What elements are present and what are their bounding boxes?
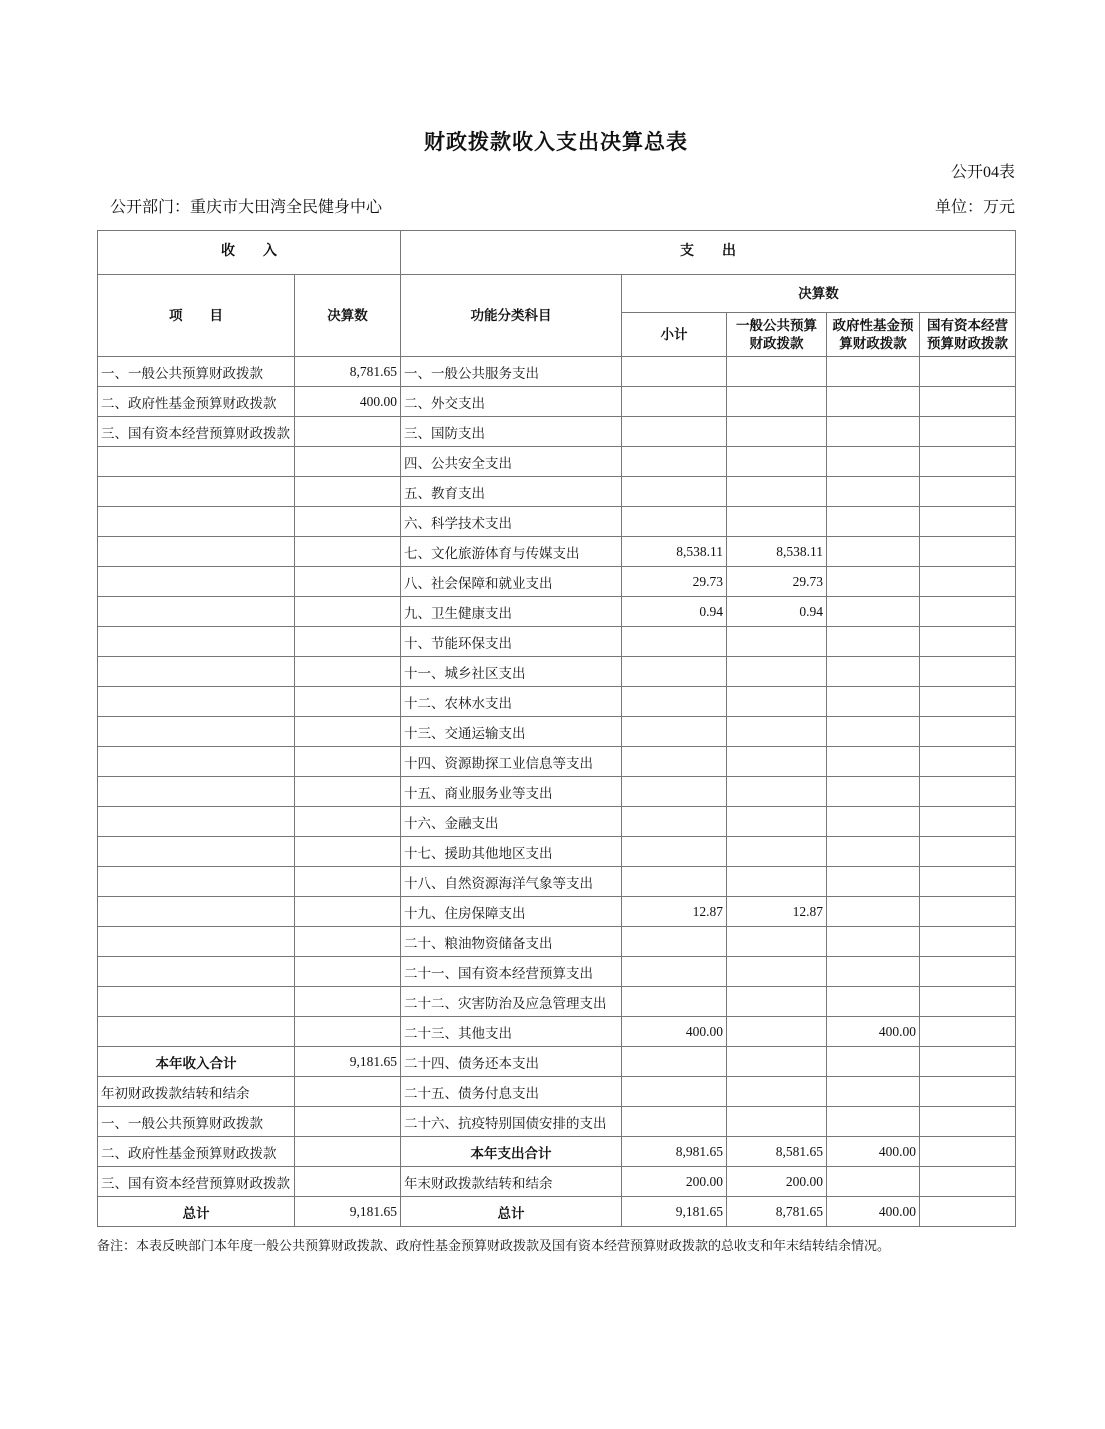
expense-gov-fund-cell (827, 1167, 920, 1197)
income-value-cell (295, 417, 401, 447)
table-row (98, 627, 1016, 657)
table-row (98, 1197, 1016, 1227)
expense-item-cell: 四、公共安全支出 (401, 447, 622, 477)
table-row (98, 567, 1016, 597)
expense-gov-fund-cell (827, 447, 920, 477)
expense-general-budget-cell (727, 627, 827, 657)
header-expense-section: 支 出 (401, 231, 1016, 275)
expense-state-capital-cell (920, 927, 1016, 957)
expense-general-budget-cell: 200.00 (727, 1167, 827, 1197)
expense-general-budget-cell (727, 927, 827, 957)
expense-state-capital-cell (920, 447, 1016, 477)
expense-state-capital-cell (920, 417, 1016, 447)
expense-subtotal-cell (622, 747, 727, 777)
expense-general-budget-cell: 8,538.11 (727, 537, 827, 567)
income-item-cell (98, 867, 295, 897)
expense-general-budget-cell (727, 747, 827, 777)
income-value-cell (295, 687, 401, 717)
table-row (98, 597, 1016, 627)
expense-item-cell: 二十三、其他支出 (401, 1017, 622, 1047)
expense-subtotal-cell (622, 507, 727, 537)
expense-item-cell: 一、一般公共服务支出 (401, 357, 622, 387)
income-value-cell (295, 957, 401, 987)
expense-general-budget-cell (727, 1017, 827, 1047)
income-item-cell: 一、一般公共预算财政拨款 (98, 357, 295, 387)
header-government-fund-budget: 政府性基金预算财政拨款 (827, 313, 920, 357)
expense-state-capital-cell (920, 567, 1016, 597)
expense-gov-fund-cell (827, 477, 920, 507)
unit-label: 单位：万元 (934, 199, 1015, 216)
income-item-cell: 三、国有资本经营预算财政拨款 (98, 1167, 295, 1197)
income-item-cell (98, 897, 295, 927)
expense-subtotal-cell (622, 447, 727, 477)
income-value-cell (295, 1167, 401, 1197)
table-row (98, 417, 1016, 447)
expense-gov-fund-cell (827, 867, 920, 897)
expense-gov-fund-cell (827, 1107, 920, 1137)
expense-general-budget-cell (727, 807, 827, 837)
expense-item-cell: 十五、商业服务业等支出 (401, 777, 622, 807)
table-row (98, 897, 1016, 927)
expense-gov-fund-cell (827, 777, 920, 807)
expense-state-capital-cell (920, 747, 1016, 777)
header-income-section: 收 入 (98, 231, 401, 275)
expense-subtotal-cell (622, 1077, 727, 1107)
expense-gov-fund-cell (827, 927, 920, 957)
expense-general-budget-cell: 8,581.65 (727, 1137, 827, 1167)
expense-item-cell: 二、外交支出 (401, 387, 622, 417)
expense-gov-fund-cell (827, 597, 920, 627)
expense-gov-fund-cell (827, 747, 920, 777)
income-value-cell: 9,181.65 (295, 1047, 401, 1077)
expense-state-capital-cell (920, 1077, 1016, 1107)
header-general-public-budget: 一般公共预算财政拨款 (727, 313, 827, 357)
expense-subtotal-cell (622, 477, 727, 507)
expense-subtotal-cell (622, 717, 727, 747)
table-row (98, 477, 1016, 507)
expense-gov-fund-cell (827, 507, 920, 537)
expense-gov-fund-cell: 400.00 (827, 1017, 920, 1047)
expense-general-budget-cell (727, 867, 827, 897)
income-item-cell (98, 837, 295, 867)
expense-item-cell: 十九、住房保障支出 (401, 897, 622, 927)
income-item-cell (98, 567, 295, 597)
expense-subtotal-cell (622, 807, 727, 837)
expense-item-cell: 七、文化旅游体育与传媒支出 (401, 537, 622, 567)
table-row (98, 507, 1016, 537)
table-header (98, 231, 1016, 357)
expense-gov-fund-cell (827, 837, 920, 867)
expense-gov-fund-cell (827, 687, 920, 717)
expense-gov-fund-cell (827, 807, 920, 837)
expense-item-cell: 三、国防支出 (401, 417, 622, 447)
income-item-cell: 年初财政拨款结转和结余 (98, 1077, 295, 1107)
expense-state-capital-cell (920, 657, 1016, 687)
expense-subtotal-cell (622, 657, 727, 687)
income-value-cell (295, 897, 401, 927)
expense-subtotal-cell: 12.87 (622, 897, 727, 927)
expense-gov-fund-cell (827, 657, 920, 687)
expense-gov-fund-cell: 400.00 (827, 1137, 920, 1167)
expense-item-cell: 十七、援助其他地区支出 (401, 837, 622, 867)
expense-gov-fund-cell (827, 537, 920, 567)
income-value-cell: 400.00 (295, 387, 401, 417)
income-value-cell (295, 837, 401, 867)
table-row (98, 687, 1016, 717)
expense-general-budget-cell: 0.94 (727, 597, 827, 627)
table-row (98, 1047, 1016, 1077)
expense-state-capital-cell (920, 717, 1016, 747)
expense-subtotal-cell: 29.73 (622, 567, 727, 597)
income-value-cell (295, 1077, 401, 1107)
expense-item-cell: 二十二、灾害防治及应急管理支出 (401, 987, 622, 1017)
expense-state-capital-cell (920, 1107, 1016, 1137)
expense-state-capital-cell (920, 477, 1016, 507)
expense-general-budget-cell (727, 477, 827, 507)
income-value-cell (295, 477, 401, 507)
expense-state-capital-cell (920, 597, 1016, 627)
expense-item-cell: 总计 (401, 1197, 622, 1227)
expense-state-capital-cell (920, 777, 1016, 807)
expense-general-budget-cell (727, 717, 827, 747)
table-row (98, 777, 1016, 807)
expense-item-cell: 五、教育支出 (401, 477, 622, 507)
income-value-cell (295, 447, 401, 477)
expense-gov-fund-cell: 400.00 (827, 1197, 920, 1227)
expense-state-capital-cell (920, 957, 1016, 987)
expense-general-budget-cell: 12.87 (727, 897, 827, 927)
income-value-cell (295, 747, 401, 777)
expense-state-capital-cell (920, 507, 1016, 537)
income-item-cell (98, 987, 295, 1017)
income-item-cell (98, 777, 295, 807)
expense-gov-fund-cell (827, 567, 920, 597)
table-row (98, 927, 1016, 957)
income-value-cell (295, 1107, 401, 1137)
table-row (98, 447, 1016, 477)
expense-item-cell: 十三、交通运输支出 (401, 717, 622, 747)
income-value-cell (295, 987, 401, 1017)
income-value-cell (295, 537, 401, 567)
expense-subtotal-cell (622, 417, 727, 447)
table-row (98, 657, 1016, 687)
income-value-cell (295, 1137, 401, 1167)
expense-gov-fund-cell (827, 357, 920, 387)
expense-subtotal-cell (622, 987, 727, 1017)
table-body (98, 357, 1016, 1227)
income-item-cell: 二、政府性基金预算财政拨款 (98, 387, 295, 417)
expense-general-budget-cell: 29.73 (727, 567, 827, 597)
expense-state-capital-cell (920, 837, 1016, 867)
table-row (98, 1137, 1016, 1167)
income-item-cell (98, 657, 295, 687)
income-value-cell (295, 717, 401, 747)
expense-item-cell: 九、卫生健康支出 (401, 597, 622, 627)
expense-general-budget-cell (727, 387, 827, 417)
header-subtotal: 小计 (622, 313, 727, 357)
header-item: 项 目 (98, 275, 295, 357)
expense-subtotal-cell (622, 927, 727, 957)
income-item-cell (98, 957, 295, 987)
income-item-cell: 一、一般公共预算财政拨款 (98, 1107, 295, 1137)
income-item-cell (98, 927, 295, 957)
expense-state-capital-cell (920, 897, 1016, 927)
expense-general-budget-cell (727, 1107, 827, 1137)
expense-subtotal-cell: 8,981.65 (622, 1137, 727, 1167)
expense-general-budget-cell (727, 1077, 827, 1107)
income-item-cell (98, 627, 295, 657)
expense-item-cell: 十四、资源勘探工业信息等支出 (401, 747, 622, 777)
expense-subtotal-cell: 0.94 (622, 597, 727, 627)
expense-item-cell: 二十五、债务付息支出 (401, 1077, 622, 1107)
expense-subtotal-cell (622, 357, 727, 387)
income-value-cell (295, 567, 401, 597)
income-item-cell: 本年收入合计 (98, 1047, 295, 1077)
income-value-cell (295, 657, 401, 687)
table-row (98, 807, 1016, 837)
income-value-cell (295, 597, 401, 627)
expense-state-capital-cell (920, 687, 1016, 717)
document-content (97, 0, 1015, 1254)
expense-item-cell: 本年支出合计 (401, 1137, 622, 1167)
income-item-cell: 三、国有资本经营预算财政拨款 (98, 417, 295, 447)
income-item-cell (98, 687, 295, 717)
expense-subtotal-cell (622, 957, 727, 987)
expense-state-capital-cell (920, 807, 1016, 837)
expense-subtotal-cell (622, 867, 727, 897)
expense-gov-fund-cell (827, 957, 920, 987)
meta-row (97, 198, 1015, 218)
table-row (98, 357, 1016, 387)
expense-item-cell: 十二、农林水支出 (401, 687, 622, 717)
table-row (98, 1017, 1016, 1047)
expense-state-capital-cell (920, 1137, 1016, 1167)
table-row (98, 1077, 1016, 1107)
table-row (98, 957, 1016, 987)
expense-item-cell: 二十四、债务还本支出 (401, 1047, 622, 1077)
expense-state-capital-cell (920, 537, 1016, 567)
income-value-cell (295, 867, 401, 897)
expense-general-budget-cell (727, 987, 827, 1017)
expense-state-capital-cell (920, 867, 1016, 897)
expense-general-budget-cell (727, 1047, 827, 1077)
income-value-cell: 8,781.65 (295, 357, 401, 387)
header-expense-final: 决算数 (622, 275, 1016, 313)
expense-subtotal-cell (622, 1047, 727, 1077)
expense-gov-fund-cell (827, 717, 920, 747)
expense-gov-fund-cell (827, 1077, 920, 1107)
income-item-cell (98, 1017, 295, 1047)
department-label: 公开部门：重庆市大田湾全民健身中心 (110, 199, 383, 216)
income-item-cell (98, 597, 295, 627)
table-row (98, 987, 1016, 1017)
expense-item-cell: 十六、金融支出 (401, 807, 622, 837)
expense-gov-fund-cell (827, 417, 920, 447)
income-value-cell: 9,181.65 (295, 1197, 401, 1227)
expense-gov-fund-cell (827, 897, 920, 927)
table-row (98, 867, 1016, 897)
expense-gov-fund-cell (827, 387, 920, 417)
expense-subtotal-cell: 9,181.65 (622, 1197, 727, 1227)
expense-subtotal-cell: 400.00 (622, 1017, 727, 1047)
table-row (98, 1107, 1016, 1137)
expense-item-cell: 二十、粮油物资储备支出 (401, 927, 622, 957)
expense-item-cell: 六、科学技术支出 (401, 507, 622, 537)
income-value-cell (295, 627, 401, 657)
page-title: 财政拨款收入支出决算总表 (424, 130, 688, 154)
expense-subtotal-cell (622, 627, 727, 657)
expense-general-budget-cell (727, 657, 827, 687)
income-item-cell: 二、政府性基金预算财政拨款 (98, 1137, 295, 1167)
expense-general-budget-cell (727, 837, 827, 867)
expense-general-budget-cell (727, 357, 827, 387)
table-row (98, 537, 1016, 567)
expense-state-capital-cell (920, 1197, 1016, 1227)
expense-state-capital-cell (920, 987, 1016, 1017)
header-functional-subject: 功能分类科目 (401, 275, 622, 357)
expense-general-budget-cell (727, 687, 827, 717)
expense-item-cell: 二十六、抗疫特别国债安排的支出 (401, 1107, 622, 1137)
expense-subtotal-cell: 200.00 (622, 1167, 727, 1197)
header-income-final: 决算数 (295, 275, 401, 357)
income-value-cell (295, 1017, 401, 1047)
expense-item-cell: 十、节能环保支出 (401, 627, 622, 657)
footnote: 备注：本表反映部门本年度一般公共预算财政拨款、政府性基金预算财政拨款及国有资本经营预算财政拨款的总收支和年末结转结余情况。 (97, 1238, 891, 1253)
expense-state-capital-cell (920, 1167, 1016, 1197)
expense-general-budget-cell: 8,781.65 (727, 1197, 827, 1227)
expense-gov-fund-cell (827, 627, 920, 657)
table-row (98, 747, 1016, 777)
expense-item-cell: 年末财政拨款结转和结余 (401, 1167, 622, 1197)
expense-general-budget-cell (727, 417, 827, 447)
expense-item-cell: 十一、城乡社区支出 (401, 657, 622, 687)
expense-state-capital-cell (920, 627, 1016, 657)
expense-state-capital-cell (920, 357, 1016, 387)
expense-gov-fund-cell (827, 1047, 920, 1077)
income-item-cell (98, 807, 295, 837)
income-value-cell (295, 777, 401, 807)
expense-item-cell: 二十一、国有资本经营预算支出 (401, 957, 622, 987)
header-state-capital-budget: 国有资本经营预算财政拨款 (920, 313, 1016, 357)
expense-general-budget-cell (727, 777, 827, 807)
expense-subtotal-cell (622, 777, 727, 807)
expense-gov-fund-cell (827, 987, 920, 1017)
income-item-cell (98, 447, 295, 477)
income-value-cell (295, 507, 401, 537)
expense-item-cell: 十八、自然资源海洋气象等支出 (401, 867, 622, 897)
income-item-cell (98, 507, 295, 537)
income-value-cell (295, 807, 401, 837)
expense-subtotal-cell (622, 387, 727, 417)
expense-state-capital-cell (920, 387, 1016, 417)
expense-general-budget-cell (727, 447, 827, 477)
expense-state-capital-cell (920, 1047, 1016, 1077)
table-row (98, 717, 1016, 747)
expense-item-cell: 八、社会保障和就业支出 (401, 567, 622, 597)
table-code-label: 公开04表 (950, 164, 1015, 181)
income-item-cell (98, 537, 295, 567)
expense-subtotal-cell (622, 837, 727, 867)
table-row (98, 837, 1016, 867)
income-item-cell (98, 747, 295, 777)
expense-subtotal-cell (622, 1107, 727, 1137)
table-row (98, 1167, 1016, 1197)
expense-subtotal-cell (622, 687, 727, 717)
table-row (98, 387, 1016, 417)
fiscal-appropriation-table (97, 230, 1016, 1227)
income-item-cell (98, 717, 295, 747)
expense-state-capital-cell (920, 1017, 1016, 1047)
income-item-cell (98, 477, 295, 507)
income-value-cell (295, 927, 401, 957)
expense-general-budget-cell (727, 957, 827, 987)
expense-subtotal-cell: 8,538.11 (622, 537, 727, 567)
expense-general-budget-cell (727, 507, 827, 537)
income-item-cell: 总计 (98, 1197, 295, 1227)
